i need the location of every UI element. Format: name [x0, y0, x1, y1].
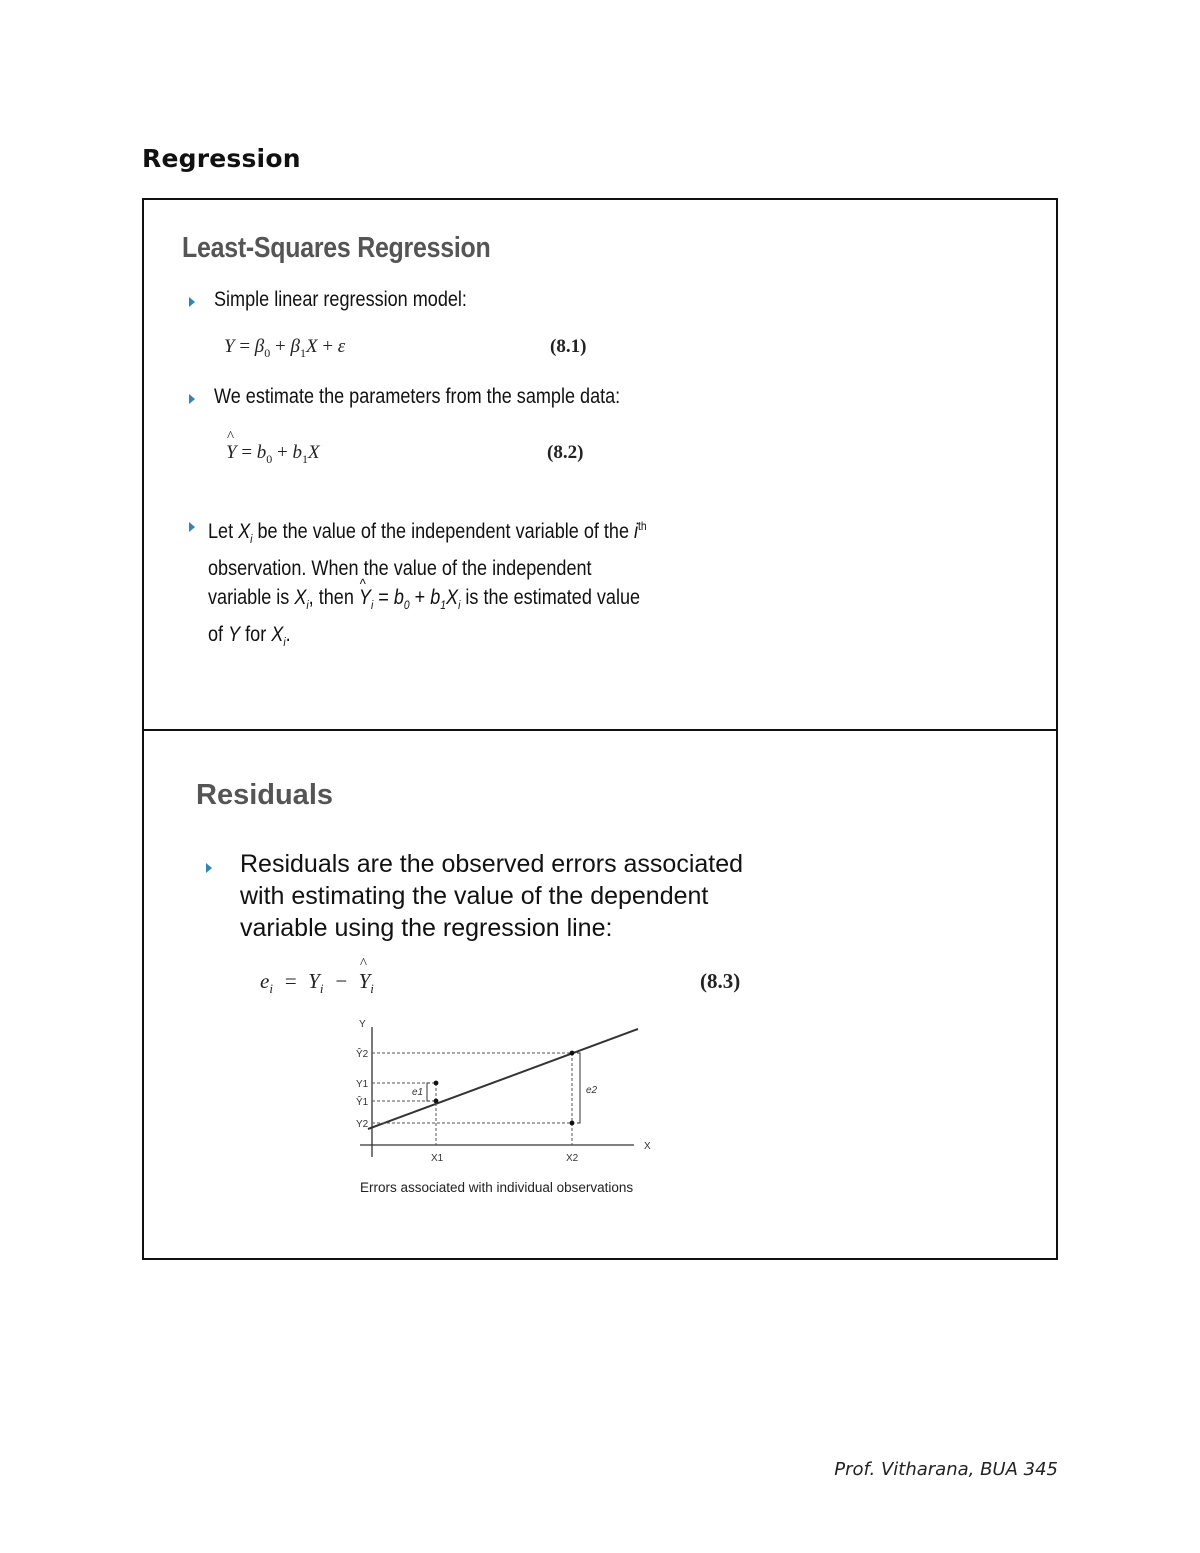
equation-8-3: $e_i = Y_i$ − ^ $Y_i$: [260, 969, 374, 997]
bullet-arrow-icon: [189, 522, 195, 532]
x-tick-label: X2: [566, 1153, 579, 1164]
footer-text: Prof. Vitharana, BUA 345: [834, 1459, 1058, 1480]
guide-lines: [372, 1053, 572, 1145]
observed-point: [434, 1081, 439, 1086]
bracket-e1: [427, 1083, 430, 1101]
slide-residuals: [142, 729, 1058, 1260]
equation-number: (8.3): [700, 969, 741, 993]
slide-title: Residuals: [196, 779, 333, 811]
bracket-e2: [577, 1053, 580, 1123]
fitted-point: [570, 1051, 575, 1056]
bullet-line: variable using the regression line:: [240, 914, 613, 942]
equation-number: (8.2): [547, 442, 584, 463]
equation-number: (8.1): [550, 336, 587, 357]
y-axis-label: Y: [359, 1019, 366, 1030]
y-tick-label: Ŷ2: [356, 1049, 369, 1060]
residuals-figure: [334, 1019, 664, 1179]
bullet-arrow-icon: [189, 297, 195, 307]
residual-label: e1: [412, 1087, 424, 1098]
y-tick-label: Y2: [356, 1119, 369, 1130]
bullet-arrow-icon: [206, 863, 212, 873]
residual-label: e2: [586, 1085, 598, 1096]
y-tick-label: Y1: [356, 1079, 369, 1090]
fitted-point: [434, 1099, 439, 1104]
x-tick-label: X1: [431, 1153, 444, 1164]
observed-point: [570, 1121, 575, 1126]
bullet-text: We estimate the parameters from the sample data:: [214, 385, 621, 408]
bullet-line: Residuals are the observed errors associated: [240, 850, 744, 878]
slide-title: Least-Squares Regression: [182, 232, 491, 264]
bullet-paragraph: Let $X_i$ be the value of the independent variable of the $i^{th}$ observation. When the value of the independent variable is $X_i$, then ^ $Y_i = b_0 + b_1X_i$ is the estimated value of Y for $X_i$.: [208, 512, 647, 658]
bullet-arrow-icon: [189, 394, 195, 404]
bullet-line: with estimating the value of the dependent: [240, 882, 709, 910]
bullet-text: Simple linear regression model:: [214, 288, 467, 311]
x-axis-label: X: [644, 1141, 651, 1152]
bullet-text: [240, 848, 743, 944]
equation-8-2: ^ $Y = b_0 + b_1X$: [226, 442, 320, 467]
regression-line: [368, 1029, 638, 1129]
slide-least-squares: [142, 198, 1058, 731]
page-title: Regression: [142, 144, 301, 173]
figure-caption: Errors associated with individual observations: [360, 1180, 634, 1195]
equation-8-1: $Y = \beta_0 + \beta_1X + \varepsilon$: [224, 336, 346, 360]
y-tick-label: Ŷ1: [356, 1097, 369, 1108]
